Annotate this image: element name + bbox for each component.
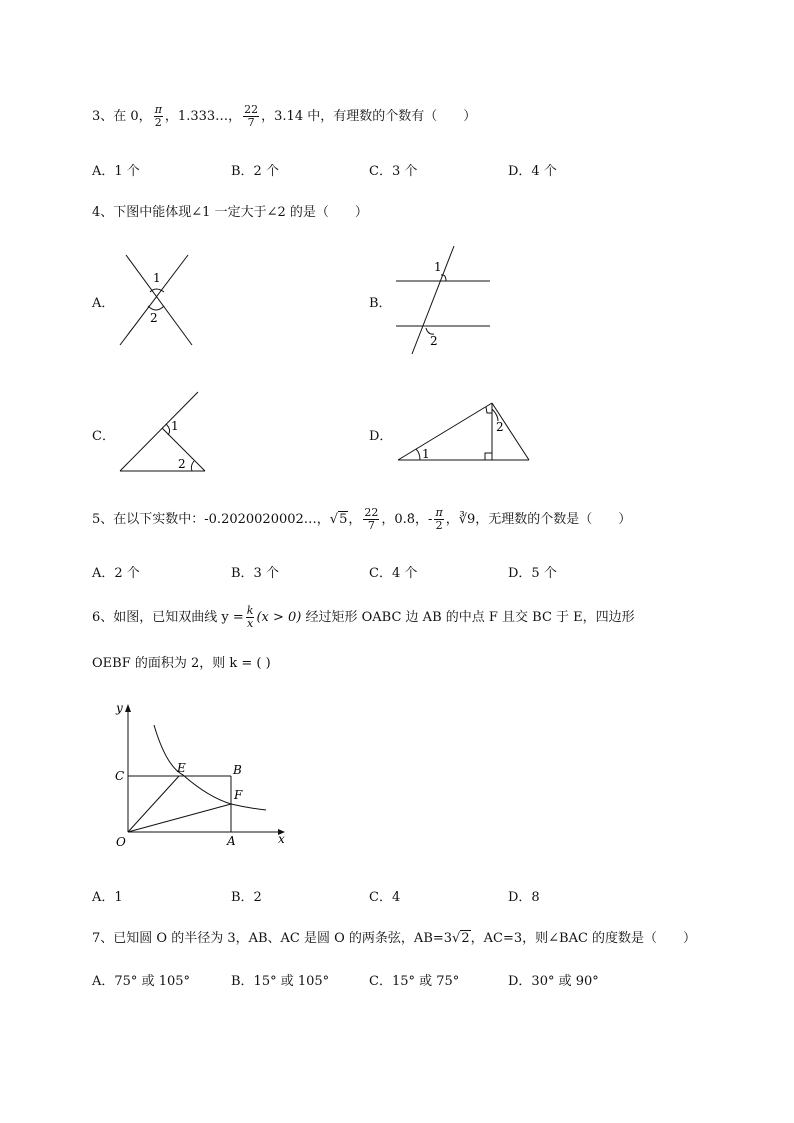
q3-option-b[interactable]: B．2 个 <box>231 164 279 179</box>
q5-sep: ， <box>348 512 362 527</box>
q5-fraction-22-over-7: $\frac{22}{7}$ <box>364 506 379 532</box>
q5-option-a[interactable]: A．2 个 <box>92 566 140 581</box>
q4-option-d-label[interactable]: D． <box>369 429 393 444</box>
q4a-angle-2: 2 <box>150 311 158 325</box>
q6-label-b: B <box>233 763 242 777</box>
question-6-line-1 <box>92 605 635 630</box>
q5-sqrt-5: √5 <box>329 512 348 527</box>
q4c-angle-2: 2 <box>178 457 186 471</box>
q5-option-b[interactable]: B．3 个 <box>231 566 279 581</box>
q7-option-a[interactable]: A．75° 或 105° <box>92 974 191 989</box>
q3-suffix: ，3.14 中，有理数的个数有（ ） <box>261 109 477 124</box>
q4-figure-d <box>392 395 537 470</box>
q4-option-b-label[interactable]: B． <box>369 296 392 311</box>
q4d-angle-1: 1 <box>422 447 430 461</box>
q4b-angle-2: 2 <box>430 334 438 348</box>
q6-label-o: O <box>116 835 126 849</box>
q4-figure-b <box>390 240 500 360</box>
q5-fraction-pi-over-2: $\frac{\pi}{2}$ <box>435 506 443 532</box>
q3-option-a[interactable]: A．1 个 <box>92 164 140 179</box>
q6-label-f: F <box>234 788 243 802</box>
q6-prefix: 6、如图，已知双曲线 y = <box>92 610 244 625</box>
q3-fraction-22-over-7: $\frac{22}{7}$ <box>244 103 259 129</box>
q6-option-a[interactable]: A．1 <box>92 890 123 905</box>
q3-prefix: 3、在 0， <box>92 109 152 124</box>
q6-label-x: x <box>278 832 285 846</box>
q3-option-c[interactable]: C．3 个 <box>369 164 418 179</box>
q5-prefix: 5、在以下实数中：-0.2020020002…， <box>92 512 330 527</box>
q4-figure-c <box>112 388 212 478</box>
q4a-angle-1: 1 <box>153 271 161 285</box>
question-3 <box>92 104 476 129</box>
q3-option-d[interactable]: D．4 个 <box>508 164 557 179</box>
q7-sqrt-2: √2 <box>452 931 470 946</box>
q4c-angle-1: 1 <box>171 419 179 433</box>
q5-option-d[interactable]: D．5 个 <box>508 566 557 581</box>
q6-label-y: y <box>116 701 123 715</box>
q4-option-c-label[interactable]: C． <box>92 429 115 444</box>
q5-option-c[interactable]: C．4 个 <box>369 566 418 581</box>
q4-option-a-label[interactable]: A． <box>92 296 115 311</box>
q4d-angle-2: 2 <box>496 420 504 434</box>
q6-fraction-k-over-x: $\frac{k}{x}$ <box>246 604 254 630</box>
q6-rest: 经过矩形 OABC 边 AB 的中点 F 且交 BC 于 E，四边形 <box>301 610 635 625</box>
q5-mid: ，0.8̇，- <box>381 512 433 527</box>
q7-prefix: 7、已知圆 O 的半径为 3，AB、AC 是圆 O 的两条弦，AB=3 <box>92 931 453 946</box>
q6-label-c: C <box>115 769 125 783</box>
q3-mid: ，1.333…， <box>164 109 242 124</box>
q6-option-c[interactable]: C．4 <box>369 890 401 905</box>
q7-suffix: ，AC=3，则∠BAC 的度数是（ ） <box>470 931 697 946</box>
q5-suffix: ，无理数的个数是（ ） <box>475 512 632 527</box>
q7-option-b[interactable]: B．15° 或 105° <box>231 974 330 989</box>
q6-figure-hyperbola <box>88 700 298 855</box>
q4-figure-a <box>112 250 202 350</box>
q6-option-b[interactable]: B．2 <box>231 890 262 905</box>
question-6-line-2: OEBF 的面积为 2，则 k = ( ) <box>92 656 271 671</box>
question-5: 5、在以下实数中：-0.2020020002…，√5， $\frac{22}{7}$ ，0.8̇，- $\frac{\pi}{2}$ ，∛9，无理数的个数是（ ） <box>92 506 632 532</box>
q5-cube-root-9: ∛9 <box>458 512 476 527</box>
q6-option-d[interactable]: D．8 <box>508 890 540 905</box>
question-7 <box>92 927 696 946</box>
q6-condition: (x > 0) <box>256 610 302 625</box>
question-4: 4、下图中能体现∠1 一定大于∠2 的是（ ） <box>92 205 368 220</box>
q7-option-c[interactable]: C．15° 或 75° <box>369 974 460 989</box>
q4b-angle-1: 1 <box>434 260 442 274</box>
q6-label-a: A <box>227 834 236 848</box>
q3-fraction-pi-over-2: $\frac{\pi}{2}$ <box>154 103 162 129</box>
q7-option-d[interactable]: D．30° 或 90° <box>508 974 599 989</box>
q6-label-e: E <box>177 761 186 775</box>
